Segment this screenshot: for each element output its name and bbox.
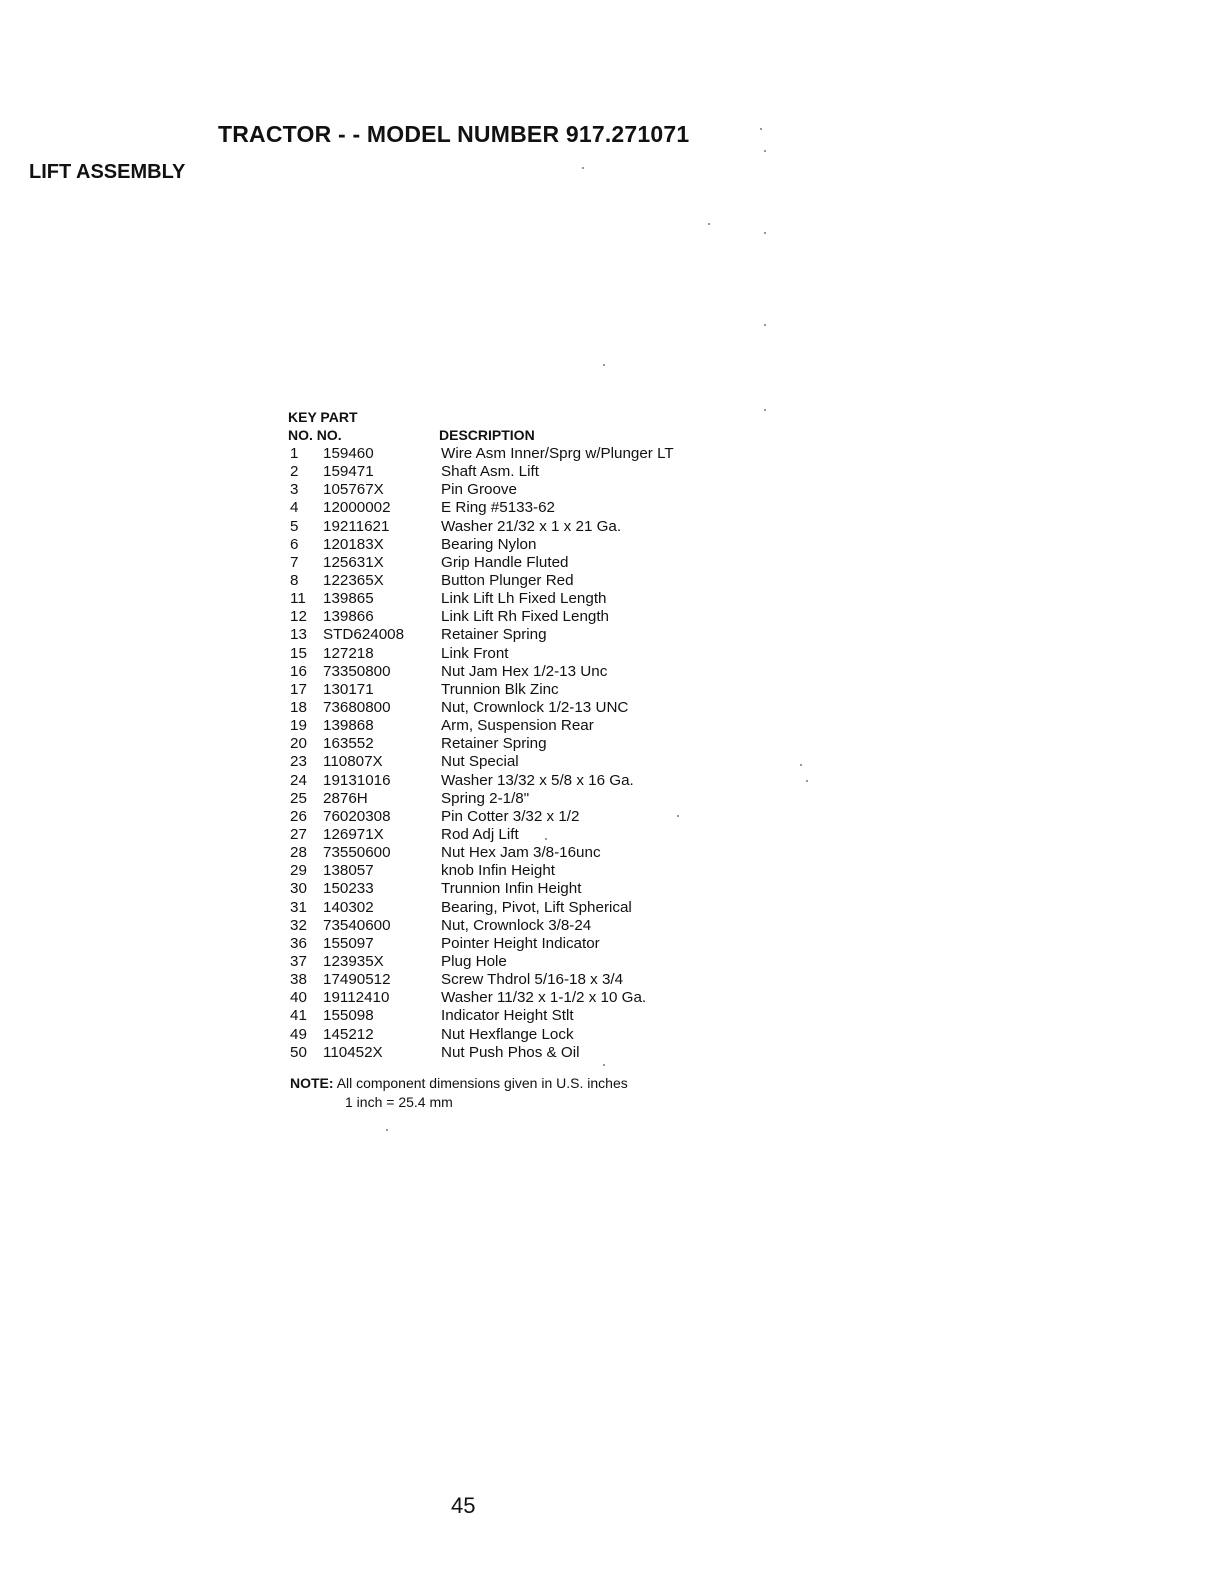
- parts-table: [288, 445, 720, 1062]
- part-description: Screw Thdrol 5/16-18 x 3/4: [441, 971, 624, 989]
- table-row: [288, 935, 720, 953]
- part-number: 155097: [323, 934, 374, 952]
- page-title: TRACTOR - - MODEL NUMBER 917.271071: [218, 121, 690, 147]
- table-row: [288, 608, 720, 626]
- table-row: [288, 808, 720, 826]
- table-row: [288, 899, 720, 917]
- part-description: Rod Adj Lift: [441, 826, 519, 844]
- table-row: [288, 880, 720, 898]
- part-number: 110452X: [323, 1043, 383, 1061]
- table-row: [288, 1007, 720, 1025]
- key-number: 18: [290, 699, 307, 717]
- part-description: Indicator Height Stlt: [441, 1007, 574, 1025]
- part-description: Arm, Suspension Rear: [441, 717, 594, 735]
- column-header-description: DESCRIPTION: [439, 427, 535, 443]
- part-number: 105767X: [323, 481, 384, 499]
- part-description: Bearing, Pivot, Lift Spherical: [441, 898, 632, 916]
- table-row: [288, 681, 720, 699]
- part-number: 76020308: [323, 807, 391, 825]
- part-number: 125631X: [323, 553, 384, 571]
- table-row: [288, 699, 720, 717]
- part-description: Link Lift Lh Fixed Length: [441, 590, 607, 608]
- table-row: [288, 481, 720, 499]
- table-row: [288, 862, 720, 880]
- key-number: 38: [290, 971, 307, 989]
- scan-speck: [806, 780, 808, 782]
- table-row: [288, 645, 720, 663]
- key-number: 17: [290, 680, 307, 698]
- part-description: Link Front: [441, 644, 509, 662]
- table-row: [288, 790, 720, 808]
- part-description: Pointer Height Indicator: [441, 934, 600, 952]
- scan-speck: [800, 764, 802, 766]
- key-number: 12: [290, 608, 307, 626]
- key-number: 16: [290, 662, 307, 680]
- part-description: Retainer Spring: [441, 626, 547, 644]
- scan-speck: [708, 223, 710, 225]
- part-number: 122365X: [323, 572, 384, 590]
- table-row: [288, 1044, 720, 1062]
- table-row: [288, 844, 720, 862]
- table-row: [288, 717, 720, 735]
- scan-speck: [603, 364, 605, 366]
- key-number: 49: [290, 1025, 307, 1043]
- note-label: NOTE:: [290, 1075, 334, 1091]
- part-description: Nut Special: [441, 753, 519, 771]
- column-header-key-part: KEY PART: [288, 409, 358, 425]
- part-number: 159471: [323, 463, 374, 481]
- key-number: 5: [290, 517, 299, 535]
- part-description: Washer 11/32 x 1-1/2 x 10 Ga.: [441, 989, 647, 1007]
- parts-list: [288, 409, 718, 1062]
- table-row: [288, 826, 720, 844]
- part-description: Washer 21/32 x 1 x 21 Ga.: [441, 517, 622, 535]
- part-number: 138057: [323, 862, 374, 880]
- key-number: 24: [290, 771, 307, 789]
- part-description: Spring 2-1/8": [441, 789, 530, 807]
- note-line: [290, 1074, 628, 1093]
- part-number: 73680800: [323, 699, 391, 717]
- part-number: 73350800: [323, 662, 391, 680]
- part-description: Nut Jam Hex 1/2-13 Unc: [441, 662, 608, 680]
- part-description: Wire Asm Inner/Sprg w/Plunger LT: [441, 445, 674, 463]
- key-number: 11: [290, 590, 306, 608]
- table-row: [288, 917, 720, 935]
- table-row: [288, 772, 720, 790]
- part-description: Shaft Asm. Lift: [441, 463, 539, 481]
- part-number: 12000002: [323, 499, 391, 517]
- key-number: 20: [290, 735, 307, 753]
- part-number: 155098: [323, 1007, 374, 1025]
- key-number: 27: [290, 826, 307, 844]
- page-number: 45: [451, 1493, 476, 1518]
- part-number: 127218: [323, 644, 374, 662]
- part-description: Trunnion Infin Height: [441, 880, 582, 898]
- part-description: Bearing Nylon: [441, 535, 537, 553]
- table-row: [288, 554, 720, 572]
- note-conversion: 1 inch = 25.4 mm: [345, 1094, 453, 1110]
- table-row: [288, 753, 720, 771]
- key-number: 26: [290, 807, 307, 825]
- part-number: 145212: [323, 1025, 374, 1043]
- table-row: [288, 463, 720, 481]
- part-description: Link Lift Rh Fixed Length: [441, 608, 610, 626]
- parts-table-body: [288, 445, 720, 1062]
- part-number: 73540600: [323, 916, 391, 934]
- key-number: 36: [290, 934, 307, 952]
- part-description: Pin Groove: [441, 481, 517, 499]
- column-header-no-no: NO. NO.: [288, 427, 342, 443]
- part-description: Trunnion Blk Zinc: [441, 680, 559, 698]
- column-header-row: [288, 426, 718, 445]
- part-number: 139868: [323, 717, 374, 735]
- key-number: 37: [290, 953, 307, 970]
- key-number: 23: [290, 753, 307, 771]
- scan-speck: [582, 167, 584, 169]
- part-description: Plug Hole: [441, 953, 507, 970]
- part-number: 19112410: [323, 989, 390, 1007]
- key-number: 31: [290, 898, 307, 916]
- table-row: [288, 626, 720, 644]
- scan-speck: [545, 838, 547, 840]
- part-number: 19211621: [323, 517, 390, 535]
- key-number: 29: [290, 862, 307, 880]
- part-description: Nut, Crownlock 3/8-24: [441, 916, 592, 934]
- part-number: 126971X: [323, 826, 384, 844]
- part-description: Button Plunger Red: [441, 572, 574, 590]
- scan-speck: [760, 128, 762, 130]
- part-description: knob Infin Height: [441, 862, 555, 880]
- part-number: 139865: [323, 590, 374, 608]
- section-title: LIFT ASSEMBLY: [29, 161, 186, 183]
- key-number: 1: [290, 445, 299, 463]
- key-number: 32: [290, 916, 307, 934]
- table-row: [288, 518, 720, 536]
- part-number: 73550600: [323, 844, 391, 862]
- part-description: Nut Hexflange Lock: [441, 1025, 574, 1043]
- key-number: 15: [290, 644, 307, 662]
- key-number: 50: [290, 1043, 307, 1061]
- part-number: 139866: [323, 608, 374, 626]
- part-description: Washer 13/32 x 5/8 x 16 Ga.: [441, 771, 634, 789]
- key-number: 3: [290, 481, 299, 499]
- part-number: 123935X: [323, 953, 384, 970]
- part-number: 110807X: [323, 753, 383, 771]
- part-number: STD624008: [323, 626, 405, 644]
- part-number: 130171: [323, 680, 374, 698]
- key-number: 30: [290, 880, 307, 898]
- table-row: [288, 445, 720, 463]
- part-description: E Ring #5133-62: [441, 499, 555, 517]
- key-number: 2: [290, 463, 299, 481]
- scan-speck: [603, 1064, 605, 1066]
- part-number: 120183X: [323, 535, 384, 553]
- part-number: 163552: [323, 735, 374, 753]
- part-number: 19131016: [323, 771, 391, 789]
- part-description: Grip Handle Fluted: [441, 553, 569, 571]
- table-row: [288, 590, 720, 608]
- key-number: 19: [290, 717, 307, 735]
- key-number: 7: [290, 553, 299, 571]
- scan-speck: [386, 1129, 388, 1131]
- scan-speck: [764, 150, 766, 152]
- table-row: [288, 663, 720, 681]
- note-text: All component dimensions given in U.S. inches: [336, 1075, 628, 1091]
- table-row: [288, 1026, 720, 1044]
- scan-speck: [677, 815, 679, 817]
- part-number: 2876H: [323, 789, 368, 807]
- table-row: [288, 971, 720, 989]
- key-number: 13: [290, 626, 307, 644]
- part-description: Nut Push Phos & Oil: [441, 1043, 580, 1061]
- scan-speck: [764, 232, 766, 234]
- part-description: Nut, Crownlock 1/2-13 UNC: [441, 699, 629, 717]
- part-description: Pin Cotter 3/32 x 1/2: [441, 807, 580, 825]
- table-row: [288, 953, 720, 971]
- table-row: [288, 735, 720, 753]
- table-row: [288, 572, 720, 590]
- table-row: [288, 536, 720, 554]
- key-number: 40: [290, 989, 307, 1007]
- table-row: [288, 499, 720, 517]
- key-number: 8: [290, 572, 299, 590]
- scan-speck: [764, 409, 766, 411]
- note: [290, 1074, 628, 1112]
- part-number: 159460: [323, 445, 374, 463]
- table-row: [288, 989, 720, 1007]
- part-number: 17490512: [323, 971, 391, 989]
- part-number: 140302: [323, 898, 374, 916]
- key-number: 4: [290, 499, 299, 517]
- key-number: 41: [290, 1007, 307, 1025]
- key-number: 6: [290, 535, 299, 553]
- key-number: 28: [290, 844, 307, 862]
- scan-speck: [764, 324, 766, 326]
- part-number: 150233: [323, 880, 374, 898]
- part-description: Nut Hex Jam 3/8-16unc: [441, 844, 601, 862]
- key-number: 25: [290, 789, 307, 807]
- part-description: Retainer Spring: [441, 735, 547, 753]
